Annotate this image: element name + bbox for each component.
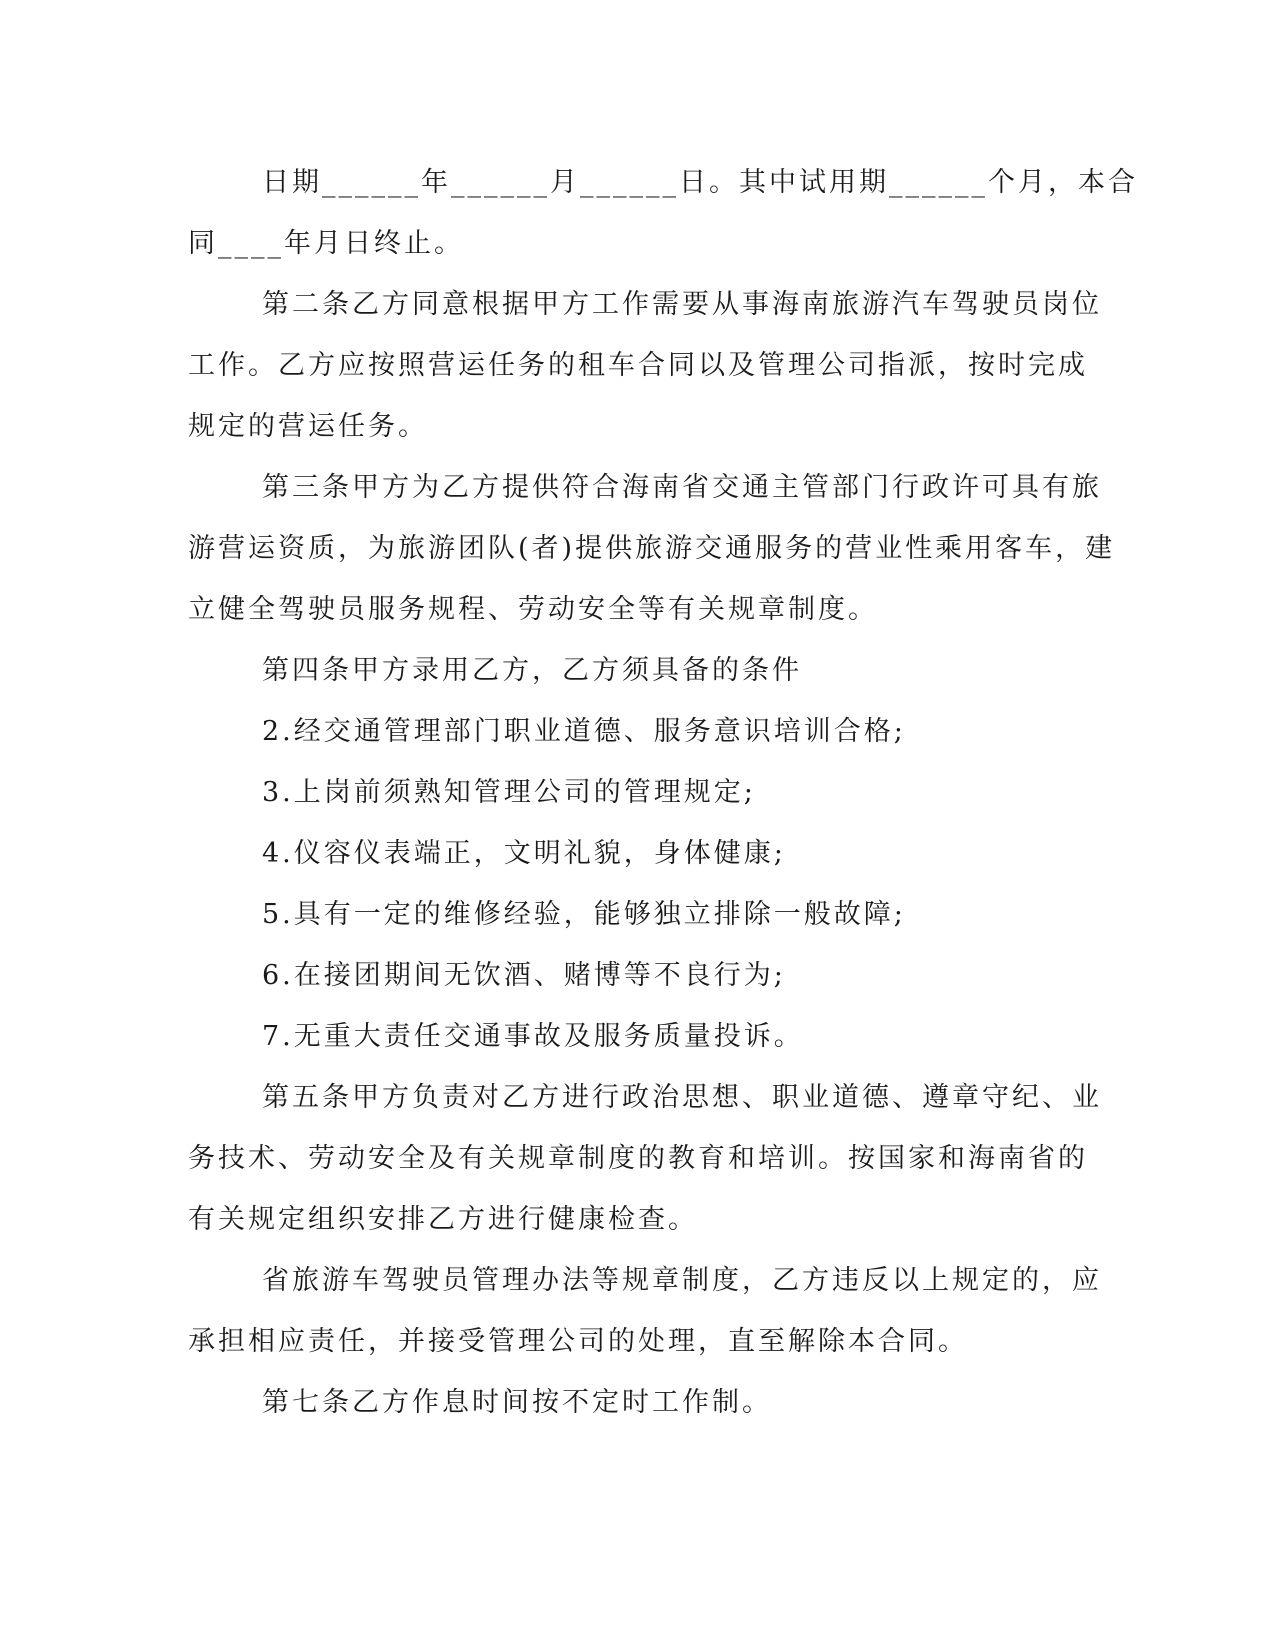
text-line: 承担相应责任，并接受管理公司的处理，直至解除本合同。 (188, 1326, 968, 1357)
text-line: 6.在接团期间无饮酒、赌博等不良行为; (262, 960, 786, 991)
document-body (188, 152, 1138, 1433)
text-line: 省旅游车驾驶员管理办法等规章制度，乙方违反以上规定的，应 (262, 1265, 1102, 1296)
text-line: 游营运资质，为旅游团队(者)提供旅游交通服务的营业性乘用客车，建 (188, 533, 1116, 564)
paragraph-article-7 (188, 1372, 1068, 1433)
text-line: 第四条甲方录用乙方，乙方须具备的条件 (262, 655, 802, 686)
text-line: 4.仪容仪表端正，文明礼貌，身体健康; (262, 838, 786, 869)
text-line: 第二条乙方同意根据甲方工作需要从事海南旅游汽车驾驶员岗位 (262, 289, 1102, 320)
list-item-2 (188, 701, 1068, 762)
text-line: 第三条甲方为乙方提供符合海南省交通主管部门行政许可具有旅 (262, 472, 1102, 503)
paragraph-date-clause (188, 152, 1138, 274)
text-line: 务技术、劳动安全及有关规章制度的教育和培训。按国家和海南省的 (188, 1143, 1088, 1174)
list-item-5 (188, 884, 1068, 945)
paragraph-article-4 (188, 640, 1068, 701)
text-line: 第五条甲方负责对乙方进行政治思想、职业道德、遵章守纪、业 (262, 1082, 1102, 1113)
list-item-3 (188, 762, 1068, 823)
text-line: 3.上岗前须熟知管理公司的管理规定; (262, 777, 756, 808)
paragraph-article-3 (188, 457, 1116, 640)
text-line: 5.具有一定的维修经验，能够独立排除一般故障; (262, 899, 906, 930)
list-item-7 (188, 1006, 1068, 1067)
paragraph-article-5 (188, 1067, 1102, 1250)
text-line: 工作。乙方应按照营运任务的租车合同以及管理公司指派，按时完成 (188, 350, 1088, 381)
text-line: 有关规定组织安排乙方进行健康检查。 (188, 1204, 698, 1235)
text-line: 日期______年______月______日。其中试用期______个月，本合 (262, 167, 1138, 198)
text-line: 第七条乙方作息时间按不定时工作制。 (262, 1387, 772, 1418)
paragraph-article-6-cont (188, 1250, 1102, 1372)
list-item-6 (188, 945, 1068, 1006)
list-item-4 (188, 823, 1068, 884)
text-line: 同____年月日终止。 (188, 228, 464, 259)
text-line: 7.无重大责任交通事故及服务质量投诉。 (262, 1021, 804, 1052)
text-line: 立健全驾驶员服务规程、劳动安全等有关规章制度。 (188, 594, 878, 625)
text-line: 2.经交通管理部门职业道德、服务意识培训合格; (262, 716, 906, 747)
paragraph-article-2 (188, 274, 1102, 457)
text-line: 规定的营运任务。 (188, 411, 428, 442)
